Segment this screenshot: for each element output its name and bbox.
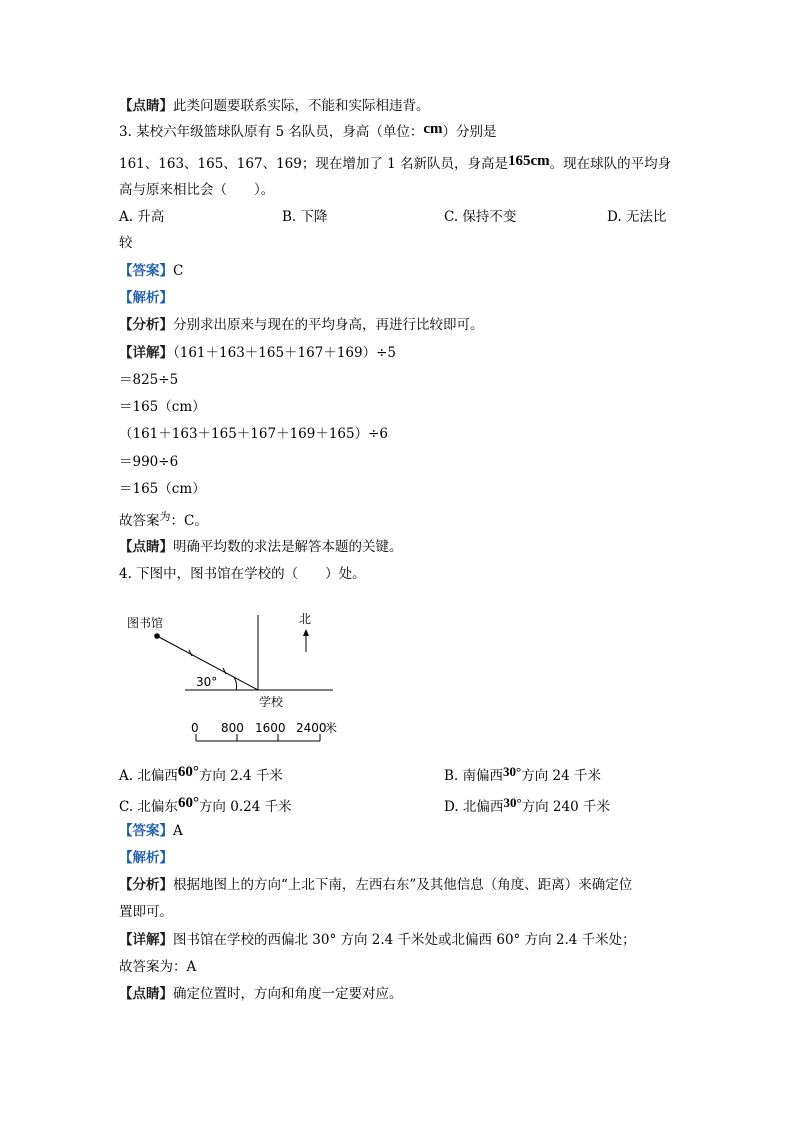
q3-detail-4: （161＋163＋165＋167＋169＋165）÷6 [119,426,389,442]
q3-option-b: B. 下降 [282,209,328,225]
north-label: 北 [299,612,312,626]
fenxi-text: 根据地图上的方向“上北下南，左西右东”及其他信息（角度、距离）来确定位 [173,877,633,893]
q3-detail-2: ＝825÷5 [119,372,179,388]
option-text: A. 北偏西 [119,768,178,784]
analysis-label: 【解析】 [119,850,173,866]
option-degree: 60° [177,764,199,780]
tip-label: 【点睛】 [119,986,173,1002]
height-165cm: 165cm [508,153,550,169]
option-text: D. 北偏西 [444,799,504,815]
option-text: C. 北偏东 [119,799,178,815]
answer-value: C [173,263,184,279]
option-degree: 30° [503,764,522,779]
q4-stem: 4. 下图中，图书馆在学校的（ ）处。 [119,566,366,582]
tip-label: 【点睛】 [119,539,173,555]
conclusion-text: ：C。 [170,513,208,529]
q3-option-a: A. 升高 [119,209,165,225]
option-degree: 30° [503,795,522,810]
school-label: 学校 [259,695,284,709]
unit-cm: cm [423,121,443,137]
q3-detail-5: ＝990÷6 [119,454,179,470]
angle-arc [234,677,237,690]
tip-text: 明确平均数的求法是解答本题的关键。 [173,539,403,555]
q4-answer [119,821,183,841]
q4-analysis-label [119,848,173,868]
scale-label-1600: 1600 [255,721,286,735]
library-point [154,633,160,639]
q4-option-d [444,797,610,817]
q4-option-a [119,766,283,786]
detail-text: （161＋163＋165＋167＋169）÷5 [173,345,396,361]
q3-detail-6: ＝165（cm） [119,481,206,497]
angle-label: 30° [196,675,218,689]
answer-label: 【答案】 [119,823,173,839]
option-degree: 60° [177,795,199,811]
answer-value: A [173,823,183,839]
library-label: 图书馆 [127,616,164,630]
q4-option-b [444,766,601,786]
option-text: 方向 0.24 千米 [198,799,292,815]
tip-text: 确定位置时，方向和角度一定要对应。 [173,986,403,1002]
option-text: 方向 24 千米 [521,768,601,784]
scale-label-2400: 2400 [296,721,327,735]
scale-label-800: 800 [221,721,244,735]
detail-text: 图书馆在学校的西偏北 30° 方向 2.4 千米处或北偏西 60° 方向 2.4 千米处； [173,932,636,948]
scale-unit: 米 [325,721,338,735]
fenxi-label: 【分析】 [119,877,173,893]
q3-option-d: D. 无法比 [607,209,667,225]
detail-label: 【详解】 [119,345,173,361]
scale-label-0: 0 [191,721,199,735]
q3-option-d-cont: 较 [119,235,133,251]
q3-stem-text: 3. 某校六年级篮球队原有 5 名队员，身高（单位： [119,124,424,140]
q3-stem-text: ）分别是 [442,124,497,140]
q3-detail-3: ＝165（cm） [119,399,206,415]
option-text: B. 南偏西 [444,768,504,784]
detail-label: 【详解】 [119,932,173,948]
q3-stem-text: 。现在球队的平均身 [549,156,672,172]
conclusion-text: 故答案 [119,513,160,529]
q3-option-c: C. 保持不变 [444,209,517,225]
tip-label: 【点睛】 [119,98,173,114]
answer-label: 【答案】 [119,263,173,279]
north-arrow-icon [303,629,309,636]
q4-tip [119,984,403,1004]
conclusion-wei: 为 [159,510,171,523]
option-text: 方向 2.4 千米 [198,768,283,784]
fenxi-label: 【分析】 [119,317,173,333]
q3-stem-line-3: 高与原来相比会（ ）。 [119,182,275,198]
q4-conclusion: 故答案为：A [119,959,197,975]
tip-text: 此类问题要联系实际，不能和实际相违背。 [173,98,430,114]
fenxi-text: 分别求出原来与现在的平均身高，再进行比较即可。 [173,317,484,333]
q4-option-c [119,797,292,817]
q4-fenxi-1 [119,875,632,895]
option-text: 方向 240 千米 [521,799,610,815]
analysis-label: 【解析】 [119,290,173,306]
q3-stem-text: 161、163、165、167、169；现在增加了 1 名新队员，身高是 [119,156,509,172]
q4-fenxi-2: 置即可。 [119,904,173,920]
q4-detail [119,930,636,950]
